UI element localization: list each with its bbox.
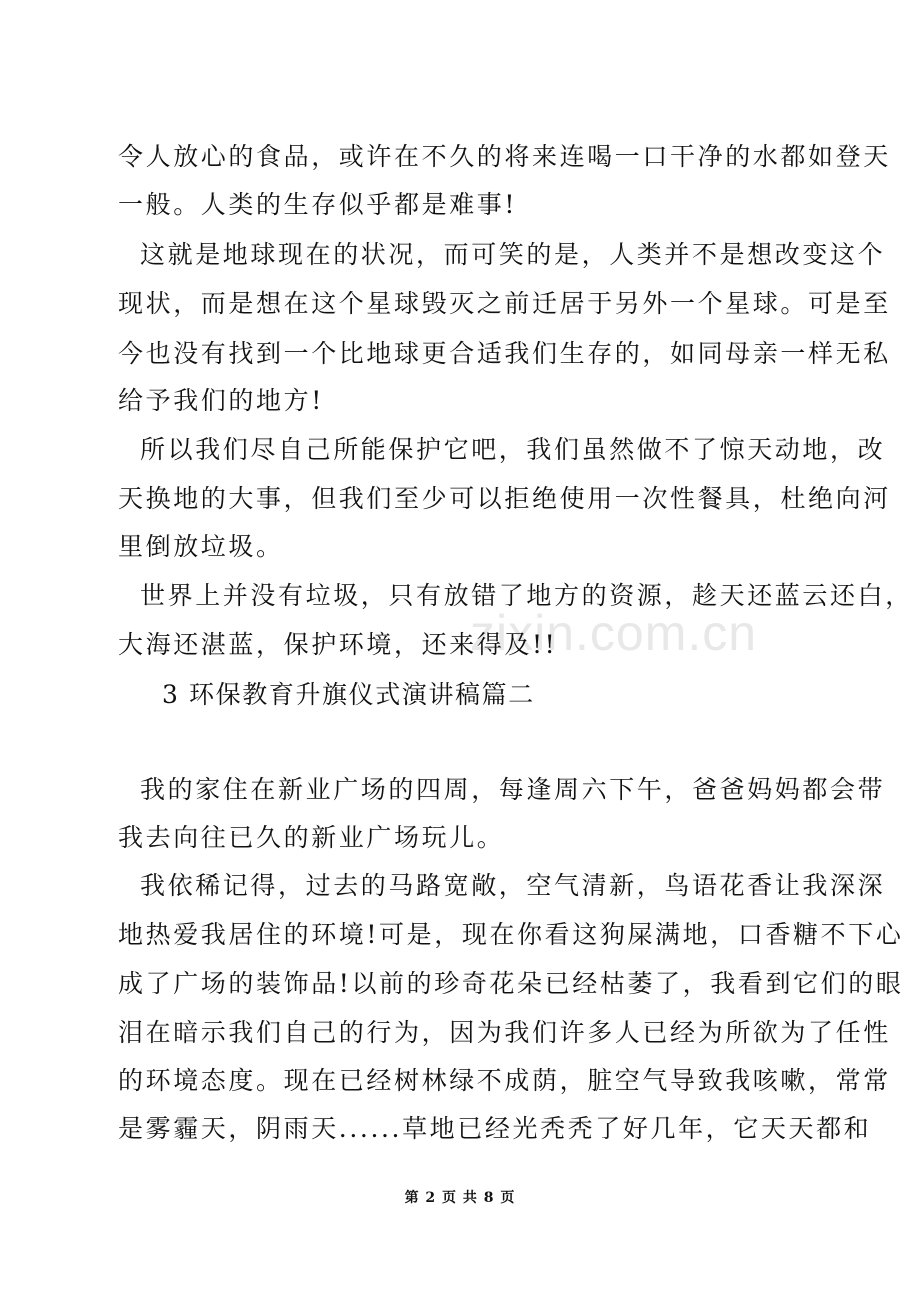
- watermark: zixin.com.cn: [470, 605, 758, 661]
- text-line: 令人放心的食品，或许在不久的将来连喝一口干净的水都如登天: [118, 142, 891, 171]
- text-line: 我依稀记得，过去的马路宽敞，空气清新，鸟语花香让我深深: [140, 871, 886, 900]
- text-line: 的环境态度。现在已经树林绿不成荫，脏空气导致我咳嗽，常常: [118, 1066, 891, 1095]
- text-line: 这就是地球现在的状况，而可笑的是，人类并不是想改变这个: [140, 240, 886, 269]
- page-number-footer: 第 2 页 共 8 页: [404, 1190, 516, 1206]
- text-line: 所以我们尽自己所能保护它吧，我们虽然做不了惊天动地，改: [140, 435, 886, 464]
- text-line: 一般。人类的生存似乎都是难事!: [118, 190, 518, 219]
- text-line: 今也没有找到一个比地球更合适我们生存的，如同母亲一样无私: [118, 339, 891, 368]
- text-line: 天换地的大事，但我们至少可以拒绝使用一次性餐具，杜绝向河: [118, 484, 891, 513]
- text-line: 世界上并没有垃圾，只有放错了地方的资源，趁天还蓝云还白，: [140, 581, 913, 610]
- text-line: 是雾霾天，阴雨天......草地已经光秃秃了好几年，它天天都和: [118, 1114, 872, 1143]
- text-line: 现状，而是想在这个星球毁灭之前迁居于另外一个星球。可是至: [118, 289, 891, 318]
- text-line: 我的家住在新业广场的四周，每逢周六下午，爸爸妈妈都会带: [140, 775, 886, 804]
- text-line: 大海还湛蓝，保护环境，还来得及!!: [118, 630, 558, 659]
- text-line: 成了广场的装饰品!以前的珍奇花朵已经枯萎了，我看到它们的眼: [118, 969, 904, 998]
- section-heading: 3 环保教育升旗仪式演讲稿篇二: [162, 680, 535, 709]
- text-line: 里倒放垃圾。: [118, 532, 284, 561]
- text-line: 泪在暗示我们自己的行为，因为我们许多人已经为所欲为了任性: [118, 1018, 891, 1047]
- text-line: 我去向往已久的新业广场玩儿。: [118, 823, 505, 852]
- text-line: 给予我们的地方!: [118, 386, 324, 415]
- text-line: 地热爱我居住的环境!可是，现在你看这狗屎满地，口香糖不下心: [118, 920, 904, 949]
